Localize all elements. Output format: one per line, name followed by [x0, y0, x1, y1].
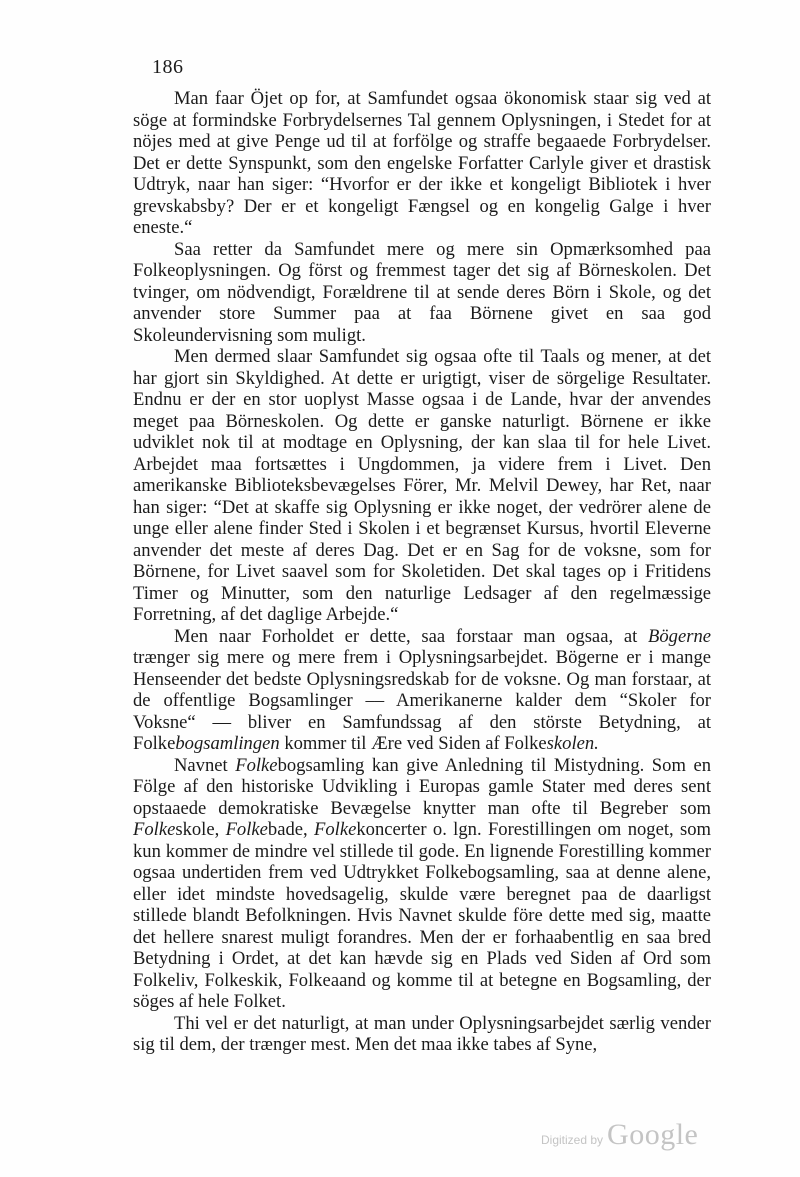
text-run: koncerter o. lgn. Forestillingen om noget, som kun kommer de mindre vel stillede til gode. En lignende Forestilling kommer ogsaa undertiden frem ved Udtrykket Folkebogsamling, saa at denne alene, eller idet mindste hovedsagelig, skulde være beregnet paa de daarligst stillede blandt Befolkningen. Hvis Navnet skulde före dette med sig, maatte det hellere snarest muligt forandres. Men der er forhaabentlig en saa bred Betydning i Ordet, at det kan hævde sig en Plads ved Siden af Ord som Folkeliv, Folkeskik, Folkeaand og komme til at betegne en Bogsamling, der söges af hele Folket. — [133, 819, 711, 1012]
paragraph — [133, 239, 711, 347]
digitized-watermark — [541, 1118, 698, 1152]
text-run: kommer til Ære ved Siden af Folke — [279, 733, 547, 754]
text-run: Thi vel er det naturligt, at man under Oplysningsarbejdet særlig vender sig til dem, der trænger mest. Men det maa ikke tabes af Syne, — [133, 1012, 711, 1055]
google-logo: Google — [607, 1118, 699, 1151]
italic-text: skolen. — [546, 733, 599, 754]
text-run: Men naar Forholdet er dette, saa forstaar man ogsaa, at — [174, 625, 648, 647]
text-run: Man faar Öjet op for, at Samfundet ogsaa ökonomisk staar sig ved at söge at formindske Forbrydelsernes Tal gennem Oplysningen, i Stedet for at nöjes med at give Penge ud til at forfölge og straffe begaaede Forbrydelser. Det er dette Synspunkt, som den engelske Forfatter Carlyle giver et drastisk Udtryk, naar han siger: “Hvorfor er der ikke et kongeligt Bibliotek i hver grevskabsby? Der er et kongeligt Fængsel og en kongelig Galge i hver eneste.“ — [133, 88, 711, 238]
paragraph — [133, 1013, 711, 1056]
text-run: Saa retter da Samfundet mere og mere sin Opmærksomhed paa Folkeoplysningen. Og först og fremmest tager det sig af Börneskolen. Det tvinger, om nödvendigt, Forældrene til at sende deres Börn i Skole, og det anvender store Summer paa at faa Börnene givet en saa god Skoleundervisning som muligt. — [133, 238, 711, 346]
text-run: Men dermed slaar Samfundet sig ogsaa ofte til Taals og mener, at det har gjort sin Skyldighed. At dette er urigtigt, viser de sörgelige Resultater. Endnu er der en stor uoplyst Masse ogsaa i de Lande, hvar der anvendes meget paa Börneskolen. Og dette er ganske naturligt. Börnene er ikke udviklet nok til at modtage en Oplysning, der kan slaa til for hele Livet. Arbejdet maa fortsættes i Ungdommen, ja videre frem i Livet. Den amerikanske Biblioteksbevægelses Förer, Mr. Melvil Dewey, har Ret, naar han siger: “Det at skaffe sig Oplysning er ikke noget, der vedrörer alene de unge eller alene finder Sted i Skolen i et begrænset Kursus, hvortil Eleverne anvender det meste af deres Dag. Det er en Sag for de voksne, som for Börnene, for Livet saavel som for Skoletiden. Det skal tages op i Fritidens Timer og Minutter, som den naturlige Ledsager af den regelmæssige Forretning, af det daglige Arbejde.“ — [133, 346, 711, 625]
page-number: 186 — [152, 56, 184, 78]
italic-text: Folke — [133, 819, 176, 840]
text-run: bade, — [267, 819, 315, 840]
italic-text: Folke — [235, 754, 278, 776]
text-run: skole, — [175, 819, 226, 840]
watermark-prefix: Digitized by — [541, 1133, 604, 1147]
body-text — [133, 88, 711, 1056]
paragraph — [133, 626, 711, 755]
italic-text: Bögerne — [648, 625, 711, 647]
paragraph — [133, 346, 711, 626]
text-run: bogsamling kan give Anledning til Mistydning. Som en Fölge af den historiske Udvikling i Europas gamle Stater med deres sent opstaaede demokratiske Bevægelse knytter man ofte til Begreber som — [133, 754, 711, 819]
text-run: trænger sig mere og mere frem i Oplysningsarbejdet. Bögerne er i mange Henseender det bedste Oplysningsredskab for de voksne. Og man forstaar, at de offentlige Bogsamlinger –– Amerikanerne kalder dem “Skoler for Voksne“ — bliver en Samfundssag af den störste Betydning, at Folke — [133, 647, 711, 754]
paragraph — [133, 755, 711, 1013]
text-run: Navnet — [174, 754, 236, 776]
italic-text: Folke — [225, 819, 268, 840]
paragraph — [133, 88, 711, 239]
italic-text: bogsamlingen — [175, 733, 280, 754]
italic-text: Folke — [314, 819, 357, 840]
